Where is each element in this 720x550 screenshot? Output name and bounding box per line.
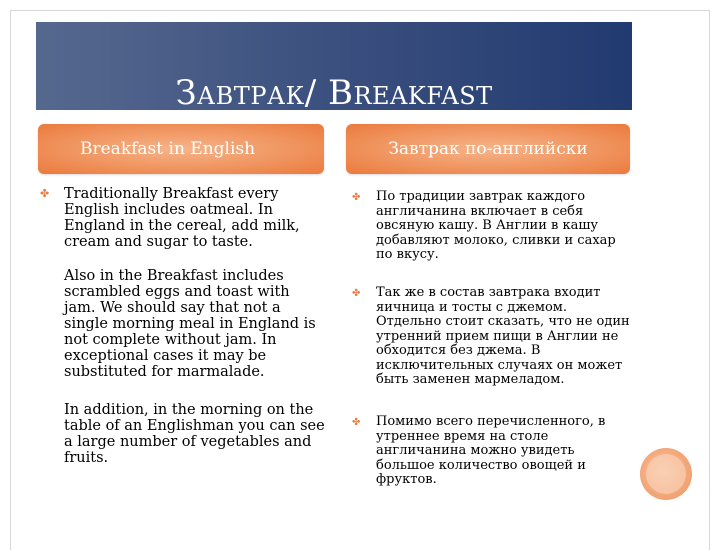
decorative-circle <box>640 448 692 500</box>
title-band <box>36 22 632 113</box>
header-right <box>346 124 630 174</box>
diamond-flower-bullet-icon: ✤ <box>352 192 361 203</box>
left-paragraph: Traditionally Breakfast every English includes oatmeal. In England in the cereal, add milk, cream and sugar to taste. <box>64 186 300 250</box>
header-left-label: Breakfast in English <box>80 139 256 159</box>
diamond-flower-bullet-icon: ✤ <box>40 187 50 200</box>
left-paragraph: In addition, in the morning on the table of an Englishman you can see a large number of vegetables and fruits. <box>64 402 325 466</box>
header-right-label: Завтрак по-английски <box>388 139 588 159</box>
slide-title: Завтрак/ Breakfast <box>175 73 493 113</box>
header-left <box>38 124 324 174</box>
diamond-flower-bullet-icon: ✤ <box>352 288 361 299</box>
right-paragraph: По традиции завтрак каждого англичанина включает в себя овсяную кашу. В Англии в кашу добавляют молоко, сливки и сахар по вкусу. <box>376 189 616 262</box>
left-paragraph: Also in the Breakfast includes scrambled eggs and toast with jam. We should say that not a single morning meal in England is not complete without jam. In exceptional cases it may be substituted for marmalade. <box>64 268 316 380</box>
right-paragraph: Помимо всего перечисленного, в утреннее время на столе англичанина можно увидеть большое количество овощей и фруктов. <box>376 414 606 487</box>
right-paragraph: Так же в состав завтрака входит яичница и тосты с джемом. Отдельно стоит сказать, что не один утренний прием пищи в Англии не обходится без джема. В исключительных случаях он может быть заменен мармеладом. <box>376 285 630 387</box>
diamond-flower-bullet-icon: ✤ <box>352 417 361 428</box>
